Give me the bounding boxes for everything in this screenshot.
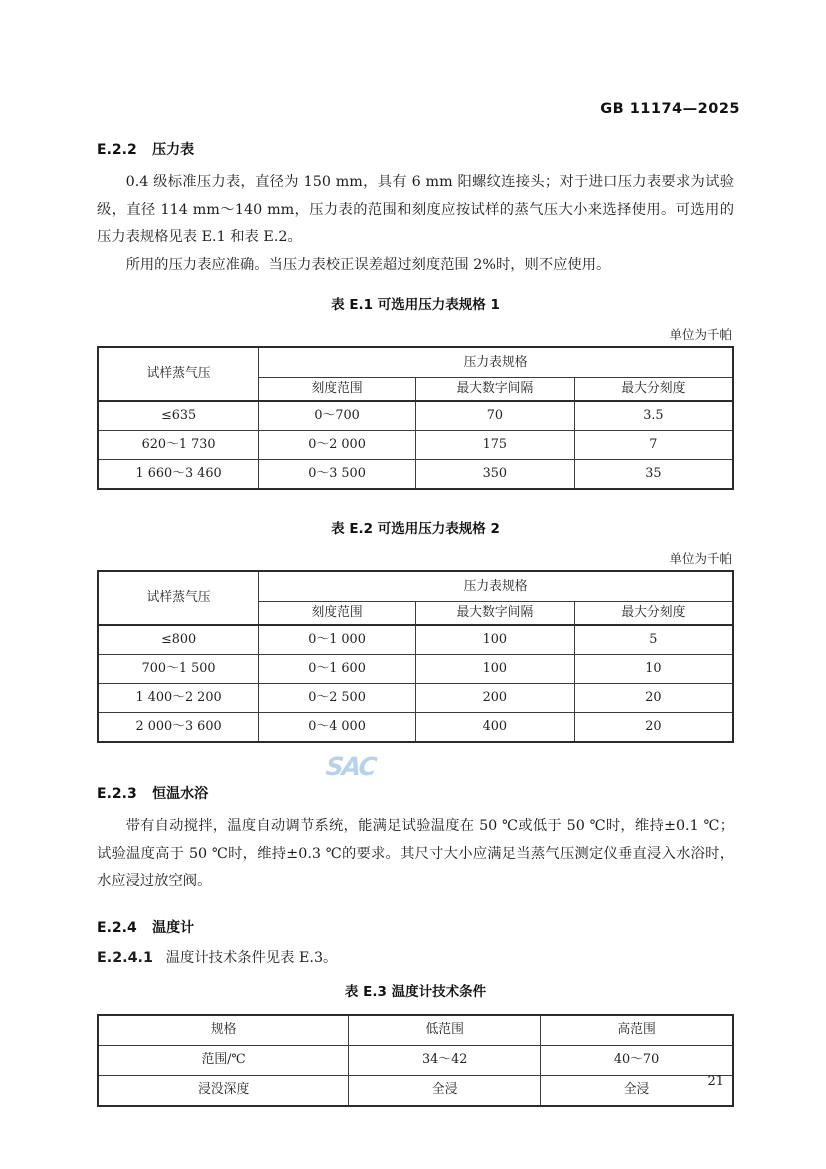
table-cell: 400 (415, 713, 574, 743)
table-e1 (97, 346, 734, 490)
clause-e241 (97, 948, 734, 968)
table-row (98, 1075, 733, 1106)
table-cell: ≤635 (98, 401, 259, 431)
col-header-scale-range: 刻度范围 (259, 602, 416, 626)
table-cell: 200 (415, 684, 574, 713)
paragraph-e22-2: 所用的压力表应准确。当压力表校正误差超过刻度范围 2%时，则不应使用。 (125, 256, 611, 273)
table-row (98, 431, 733, 460)
table-row (98, 1045, 733, 1075)
col-header-gauge-spec: 压力表规格 (259, 571, 733, 602)
section-heading-e22 (97, 140, 734, 160)
section-number: E.2.4 (97, 919, 137, 936)
table-cell: 100 (415, 655, 574, 684)
col-header-scale-range: 刻度范围 (259, 378, 416, 402)
table-cell: 1 660～3 460 (98, 460, 259, 490)
section-title: 温度计 (152, 919, 195, 936)
section-number: E.2.3 (97, 786, 137, 802)
col-header-gauge-spec: 压力表规格 (259, 347, 733, 378)
paragraph-e22-1: 0.4 级标准压力表，直径为 150 mm，具有 6 mm 阳螺纹连接头；对于进口压力表要求为试验级，直径 114 mm～140 mm，压力表的范围和刻度应按试样的蒸气压大小来选择使用。可选用的压力表规格见表 E.1 和表 E.2。 (97, 174, 734, 245)
col-header-sample-pressure: 试样蒸气压 (98, 347, 259, 401)
col-header-max-number-interval: 最大数字间隔 (415, 602, 574, 626)
table-cell: 3.5 (574, 401, 733, 431)
page-number: 21 (707, 1074, 724, 1089)
col-header-max-graduation: 最大分刻度 (574, 378, 733, 402)
table-row (98, 401, 733, 431)
table-cell: 浸没深度 (98, 1075, 349, 1106)
clause-text: 温度计技术条件见表 E.3。 (165, 949, 338, 966)
section-heading-e23 (97, 784, 734, 804)
table-row (98, 713, 733, 743)
table-e1-caption: 表 E.1 可选用压力表规格 1 (331, 297, 500, 313)
paragraph-e23: 带有自动搅拌，温度自动调节系统，能满足试验温度在 50 ℃或低于 50 ℃时，维持±0.1 ℃；试验温度高于 50 ℃时，维持±0.3 ℃的要求。其尺寸大小应满足当蒸气压测定仪垂直浸入水浴时，水应浸过放空阀。 (97, 818, 734, 889)
table-e1-unit-note: 单位为千帕 (669, 327, 732, 342)
table-row (98, 684, 733, 713)
col-header-low-range: 低范围 (349, 1015, 541, 1046)
col-header-max-graduation: 最大分刻度 (574, 602, 733, 626)
table-cell: 40～70 (541, 1045, 733, 1075)
section-heading-e24 (97, 918, 734, 938)
table-row (98, 1015, 733, 1046)
clause-number: E.2.4.1 (97, 949, 153, 966)
sac-watermark: SAC (324, 752, 377, 781)
table-cell: 2 000～3 600 (98, 713, 259, 743)
table-cell: 350 (415, 460, 574, 490)
table-cell: 0～1 000 (259, 625, 416, 655)
table-cell: 0～700 (259, 401, 416, 431)
table-cell: 700～1 500 (98, 655, 259, 684)
table-cell: 620～1 730 (98, 431, 259, 460)
table-cell: 7 (574, 431, 733, 460)
table-cell: 全浸 (541, 1075, 733, 1106)
table-cell: 34～42 (349, 1045, 541, 1075)
table-cell: 175 (415, 431, 574, 460)
section-number: E.2.2 (97, 142, 137, 158)
table-cell: 20 (574, 684, 733, 713)
table-cell: 0～2 500 (259, 684, 416, 713)
table-row (98, 347, 733, 378)
table-cell: 100 (415, 625, 574, 655)
table-row (98, 655, 733, 684)
table-cell: 全浸 (349, 1075, 541, 1106)
table-cell: 范围/℃ (98, 1045, 349, 1075)
section-title: 压力表 (152, 142, 195, 158)
col-header-high-range: 高范围 (541, 1015, 733, 1046)
table-e3-caption: 表 E.3 温度计技术条件 (344, 983, 487, 1000)
table-cell: 5 (574, 625, 733, 655)
table-e2-caption: 表 E.2 可选用压力表规格 2 (331, 521, 500, 537)
standard-number-header: GB 11174—2025 (600, 101, 740, 117)
table-row (98, 460, 733, 490)
page-content (97, 140, 734, 1107)
table-cell: ≤800 (98, 625, 259, 655)
table-row (98, 625, 733, 655)
table-row (98, 571, 733, 602)
table-cell: 0～1 600 (259, 655, 416, 684)
col-header-max-number-interval: 最大数字间隔 (415, 378, 574, 402)
table-e2 (97, 570, 734, 743)
table-cell: 0～3 500 (259, 460, 416, 490)
table-e2-unit-note: 单位为千帕 (669, 551, 732, 566)
table-cell: 1 400～2 200 (98, 684, 259, 713)
table-cell: 35 (574, 460, 733, 490)
table-cell: 10 (574, 655, 733, 684)
table-cell: 0～2 000 (259, 431, 416, 460)
table-cell: 20 (574, 713, 733, 743)
table-e3 (97, 1014, 734, 1107)
section-title: 恒温水浴 (152, 786, 209, 802)
col-header-spec: 规格 (98, 1015, 349, 1046)
col-header-sample-pressure: 试样蒸气压 (98, 571, 259, 625)
table-cell: 70 (415, 401, 574, 431)
table-cell: 0～4 000 (259, 713, 416, 743)
